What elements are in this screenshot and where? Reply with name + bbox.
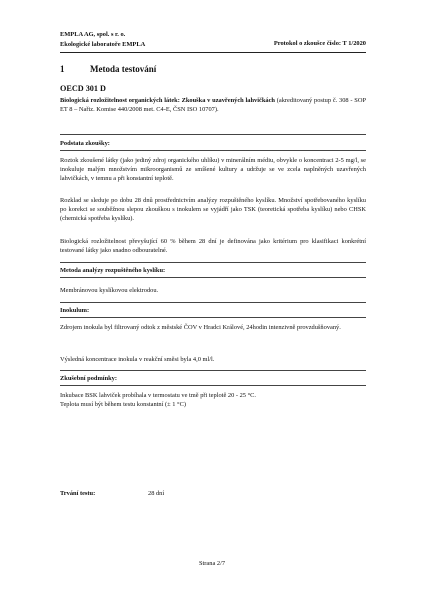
- header-left: [60, 30, 145, 49]
- divider: [60, 370, 366, 371]
- protocol-number: Protokol o zkoušce číslo: T 1/2020: [273, 40, 366, 47]
- inoculum-label: Inokulum:: [60, 307, 90, 314]
- page-number: Strana 2/7: [198, 560, 226, 567]
- conditions-line: Teplota musí být během testu konstantní (± 1 °C): [60, 401, 186, 408]
- divider: [60, 150, 366, 151]
- oxygen-method-text: Membránovou kyslíkovou elektrodou.: [60, 287, 159, 294]
- divider: [60, 302, 366, 303]
- method-title: Biologická rozložitelnost organických látek: Zkouška v uzavřených lahvičkách: [60, 97, 275, 104]
- divider: [60, 262, 366, 263]
- divider: [60, 277, 366, 278]
- conditions-line: Inkubace BSK lahviček probíhala v termostatu ve tmě při teplotě 20 - 25 °C.: [60, 392, 257, 399]
- duration-label: Trvání testu:: [60, 490, 96, 497]
- principle-paragraph: Biologická rozložitelnost převyšující 60 % během 28 dní je definována jako kritérium pro klasifikaci konkrétní testované látky jako snadno odbouratelné.: [60, 238, 366, 254]
- method-code: OECD 301 D: [60, 84, 106, 93]
- inoculum-paragraph: Zdrojem inokula byl filtrovaný odtok z městské ČOV v Hradci Králové, 24hodin intenzivně provzdušňovaný.: [60, 324, 341, 331]
- divider: [60, 134, 366, 135]
- method-description: [60, 96, 366, 114]
- duration-value: 28 dní: [148, 490, 165, 497]
- section-title: Metoda testování: [90, 64, 157, 74]
- section-number: 1: [60, 64, 65, 74]
- company-name: EMPLA AG, spol. s r. o.: [60, 31, 126, 38]
- divider: [60, 385, 366, 386]
- method-details: (akreditovaný postup č. 308 - SOP ET 8 – Nařiz. Komise 440/2008 met. C4-E, ČSN ISO 10707).: [60, 97, 366, 113]
- header-divider: [60, 52, 366, 53]
- oxygen-method-label: Metoda analýzy rozpuštěného kyslíku:: [60, 267, 166, 274]
- conditions-label: Zkušební podmínky:: [60, 375, 118, 382]
- divider: [60, 317, 366, 318]
- inoculum-paragraph: Výsledná koncentrace inokula v reakční směsi byla 4,0 ml/l.: [60, 356, 215, 363]
- lab-name: Ekologické laboratoře EMPLA: [60, 40, 146, 48]
- principle-paragraph: Rozklad se sleduje po dobu 28 dnů prostřednictvím analýzy rozpuštěného kyslíku. Množství spotřebovaného kyslíku po korekci se souběžnou slepou zkouškou s inokulem se vyjádří jako TSK (teoretická spotřeba kyslíku) nebo CHSK (chemická spotřeba kyslíku).: [60, 197, 366, 222]
- principle-label: Podstata zkoušky:: [60, 140, 110, 147]
- principle-paragraph: Roztok zkoušené látky (jako jediný zdroj organického uhlíku) v minerálním médiu, obvykle o koncentraci 2-5 mg/l, se inokuluje malým množstvím mikroorganismů ze smíšené kultury a udržuje se ve zcela naplněných uzavřených lahvičkách, v temnu a při konstantní teplotě.: [60, 157, 366, 182]
